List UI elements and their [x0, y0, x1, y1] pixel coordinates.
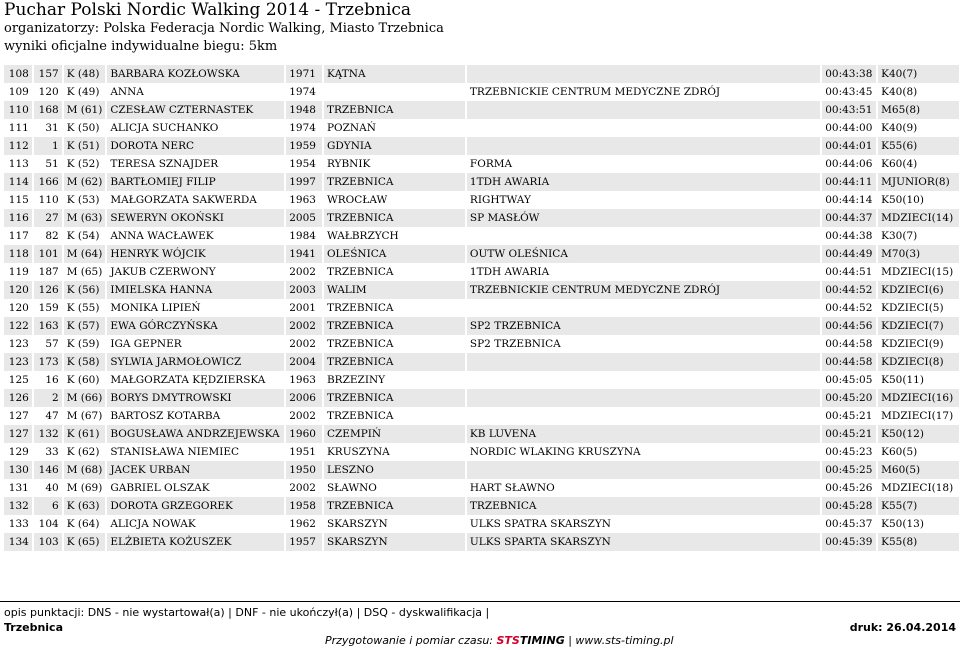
club-cell [466, 101, 821, 119]
gender-category-cell: M (66) [63, 389, 107, 407]
table-row [4, 479, 959, 497]
club-cell [466, 353, 821, 371]
results-subtitle: wyniki oficjalne indywidualne biegu: 5km [4, 39, 278, 54]
city-cell: BRZEZINY [323, 371, 466, 389]
competitor-name-cell: DOROTA GRZEGOREK [106, 497, 285, 515]
bib-number-cell: 104 [33, 515, 63, 533]
bib-number-cell: 31 [33, 119, 63, 137]
finish-time-cell: 00:44:51 [821, 263, 877, 281]
club-cell [466, 407, 821, 425]
table-row [4, 371, 959, 389]
birth-year-cell: 1962 [285, 515, 323, 533]
gender-category-cell: K (48) [63, 65, 107, 83]
gender-category-cell: M (68) [63, 461, 107, 479]
place-cell: 127 [4, 425, 33, 443]
birth-year-cell: 2005 [285, 209, 323, 227]
bib-number-cell: 146 [33, 461, 63, 479]
place-cell: 126 [4, 389, 33, 407]
competitor-name-cell: BARBARA KOZŁOWSKA [106, 65, 285, 83]
birth-year-cell: 1984 [285, 227, 323, 245]
competitor-name-cell: CZESŁAW CZTERNASTEK [106, 101, 285, 119]
bib-number-cell: 51 [33, 155, 63, 173]
age-category-cell: K60(5) [877, 443, 959, 461]
city-cell: SKARSZYN [323, 533, 466, 551]
finish-time-cell: 00:43:51 [821, 101, 877, 119]
age-category-cell: K50(13) [877, 515, 959, 533]
place-cell: 125 [4, 371, 33, 389]
club-cell [466, 227, 821, 245]
competitor-name-cell: IMIELSKA HANNA [106, 281, 285, 299]
competitor-name-cell: ALICJA NOWAK [106, 515, 285, 533]
footer-divider [0, 601, 960, 602]
place-cell: 109 [4, 83, 33, 101]
competitor-name-cell: STANISŁAWA NIEMIEC [106, 443, 285, 461]
bib-number-cell: 101 [33, 245, 63, 263]
place-cell: 116 [4, 209, 33, 227]
table-row [4, 461, 959, 479]
finish-time-cell: 00:45:23 [821, 443, 877, 461]
table-row [4, 389, 959, 407]
birth-year-cell: 1954 [285, 155, 323, 173]
city-cell: WAŁBRZYCH [323, 227, 466, 245]
gender-category-cell: K (59) [63, 335, 107, 353]
place-cell: 134 [4, 533, 33, 551]
competitor-name-cell: JAKUB CZERWONY [106, 263, 285, 281]
timing-brand-black: TIMING [519, 634, 565, 647]
club-cell: OUTW OLEŚNICA [466, 245, 821, 263]
gender-category-cell: K (61) [63, 425, 107, 443]
place-cell: 133 [4, 515, 33, 533]
gender-category-cell: K (58) [63, 353, 107, 371]
bib-number-cell: 57 [33, 335, 63, 353]
table-row [4, 245, 959, 263]
gender-category-cell: K (63) [63, 497, 107, 515]
table-row [4, 65, 959, 83]
age-category-cell: K30(7) [877, 227, 959, 245]
gender-category-cell: K (65) [63, 533, 107, 551]
competitor-name-cell: SYLWIA JARMOŁOWICZ [106, 353, 285, 371]
place-cell: 123 [4, 353, 33, 371]
bib-number-cell: 187 [33, 263, 63, 281]
table-row [4, 227, 959, 245]
finish-time-cell: 00:43:45 [821, 83, 877, 101]
birth-year-cell: 1960 [285, 425, 323, 443]
city-cell: TRZEBNICA [323, 317, 466, 335]
competitor-name-cell: MAŁGORZATA SAKWERDA [106, 191, 285, 209]
results-table-body [4, 65, 959, 551]
city-cell: TRZEBNICA [323, 335, 466, 353]
place-cell: 110 [4, 101, 33, 119]
gender-category-cell: K (53) [63, 191, 107, 209]
table-row [4, 119, 959, 137]
age-category-cell: KDZIECI(5) [877, 299, 959, 317]
bib-number-cell: 6 [33, 497, 63, 515]
gender-category-cell: K (64) [63, 515, 107, 533]
city-cell: TRZEBNICA [323, 299, 466, 317]
bib-number-cell: 132 [33, 425, 63, 443]
competitor-name-cell: BOGUSŁAWA ANDRZEJEWSKA [106, 425, 285, 443]
city-cell: TRZEBNICA [323, 173, 466, 191]
gender-category-cell: K (49) [63, 83, 107, 101]
competitor-name-cell: MONIKA LIPIEŃ [106, 299, 285, 317]
club-cell: SP MASŁÓW [466, 209, 821, 227]
competitor-name-cell: ELŻBIETA KOŻUSZEK [106, 533, 285, 551]
age-category-cell: MDZIECI(16) [877, 389, 959, 407]
city-cell: RYBNIK [323, 155, 466, 173]
birth-year-cell: 2001 [285, 299, 323, 317]
age-category-cell: KDZIECI(9) [877, 335, 959, 353]
bib-number-cell: 110 [33, 191, 63, 209]
age-category-cell: K40(9) [877, 119, 959, 137]
birth-year-cell: 1957 [285, 533, 323, 551]
bib-number-cell: 168 [33, 101, 63, 119]
city-cell: CZEMPIŃ [323, 425, 466, 443]
finish-time-cell: 00:45:39 [821, 533, 877, 551]
age-category-cell: K40(8) [877, 83, 959, 101]
table-row [4, 317, 959, 335]
birth-year-cell: 1974 [285, 119, 323, 137]
age-category-cell: M60(5) [877, 461, 959, 479]
table-row [4, 209, 959, 227]
finish-time-cell: 00:45:28 [821, 497, 877, 515]
club-cell [466, 65, 821, 83]
birth-year-cell: 2004 [285, 353, 323, 371]
place-cell: 111 [4, 119, 33, 137]
city-cell: WALIM [323, 281, 466, 299]
club-cell: TRZEBNICKIE CENTRUM MEDYCZNE ZDRÓJ [466, 83, 821, 101]
age-category-cell: K55(8) [877, 533, 959, 551]
birth-year-cell: 2002 [285, 335, 323, 353]
gender-category-cell: M (65) [63, 263, 107, 281]
age-category-cell: K40(7) [877, 65, 959, 83]
birth-year-cell: 1941 [285, 245, 323, 263]
club-cell: 1TDH AWARIA [466, 173, 821, 191]
age-category-cell: KDZIECI(8) [877, 353, 959, 371]
bib-number-cell: 47 [33, 407, 63, 425]
finish-time-cell: 00:45:21 [821, 407, 877, 425]
place-cell: 131 [4, 479, 33, 497]
finish-time-cell: 00:44:52 [821, 281, 877, 299]
gender-category-cell: K (50) [63, 119, 107, 137]
gender-category-cell: M (69) [63, 479, 107, 497]
table-row [4, 335, 959, 353]
bib-number-cell: 27 [33, 209, 63, 227]
results-table [4, 65, 959, 551]
place-cell: 119 [4, 263, 33, 281]
age-category-cell: MJUNIOR(8) [877, 173, 959, 191]
finish-time-cell: 00:45:25 [821, 461, 877, 479]
club-cell: KB LUVENA [466, 425, 821, 443]
table-row [4, 533, 959, 551]
place-cell: 132 [4, 497, 33, 515]
club-cell [466, 119, 821, 137]
table-row [4, 101, 959, 119]
place-cell: 122 [4, 317, 33, 335]
city-cell: SKARSZYN [323, 515, 466, 533]
competitor-name-cell: ANNA WACŁAWEK [106, 227, 285, 245]
finish-time-cell: 00:45:05 [821, 371, 877, 389]
birth-year-cell: 2006 [285, 389, 323, 407]
gender-category-cell: K (57) [63, 317, 107, 335]
table-row [4, 515, 959, 533]
gender-category-cell: K (55) [63, 299, 107, 317]
birth-year-cell: 2002 [285, 317, 323, 335]
finish-time-cell: 00:44:06 [821, 155, 877, 173]
competitor-name-cell: JACEK URBAN [106, 461, 285, 479]
age-category-cell: M70(3) [877, 245, 959, 263]
table-row [4, 281, 959, 299]
city-cell: KĄTNA [323, 65, 466, 83]
place-cell: 127 [4, 407, 33, 425]
city-cell: KRUSZYNA [323, 443, 466, 461]
finish-time-cell: 00:44:38 [821, 227, 877, 245]
place-cell: 113 [4, 155, 33, 173]
finish-time-cell: 00:45:26 [821, 479, 877, 497]
finish-time-cell: 00:44:58 [821, 353, 877, 371]
age-category-cell: KDZIECI(6) [877, 281, 959, 299]
table-row [4, 173, 959, 191]
place-cell: 120 [4, 299, 33, 317]
finish-time-cell: 00:43:38 [821, 65, 877, 83]
competitor-name-cell: TERESA SZNAJDER [106, 155, 285, 173]
birth-year-cell: 1963 [285, 191, 323, 209]
birth-year-cell: 1958 [285, 497, 323, 515]
age-category-cell: K60(4) [877, 155, 959, 173]
age-category-cell: MDZIECI(18) [877, 479, 959, 497]
competitor-name-cell: MAŁGORZATA KĘDZIERSKA [106, 371, 285, 389]
city-cell: OLEŚNICA [323, 245, 466, 263]
competitor-name-cell: ANNA [106, 83, 285, 101]
competitor-name-cell: SEWERYN OKOŃSKI [106, 209, 285, 227]
competitor-name-cell: IGA GEPNER [106, 335, 285, 353]
bib-number-cell: 163 [33, 317, 63, 335]
club-cell [466, 461, 821, 479]
place-cell: 118 [4, 245, 33, 263]
competitor-name-cell: EWA GÓRCZYŃSKA [106, 317, 285, 335]
bib-number-cell: 159 [33, 299, 63, 317]
age-category-cell: MDZIECI(17) [877, 407, 959, 425]
place-cell: 108 [4, 65, 33, 83]
bib-number-cell: 33 [33, 443, 63, 461]
scoring-legend: opis punktacji: DNS - nie wystartował(a) | DNF - nie ukończył(a) | DSQ - dyskwalifikacja | [4, 606, 490, 619]
city-cell [323, 83, 466, 101]
club-cell: NORDIC WLAKING KRUSZYNA [466, 443, 821, 461]
birth-year-cell: 2002 [285, 263, 323, 281]
place-cell: 120 [4, 281, 33, 299]
age-category-cell: M65(8) [877, 101, 959, 119]
finish-time-cell: 00:44:56 [821, 317, 877, 335]
finish-time-cell: 00:44:52 [821, 299, 877, 317]
finish-time-cell: 00:45:21 [821, 425, 877, 443]
timing-brand-red: STS [496, 634, 520, 647]
city-cell: WROCŁAW [323, 191, 466, 209]
bib-number-cell: 120 [33, 83, 63, 101]
place-cell: 123 [4, 335, 33, 353]
birth-year-cell: 1997 [285, 173, 323, 191]
city-cell: TRZEBNICA [323, 263, 466, 281]
table-row [4, 137, 959, 155]
finish-time-cell: 00:44:00 [821, 119, 877, 137]
bib-number-cell: 1 [33, 137, 63, 155]
club-cell [466, 299, 821, 317]
club-cell: ULKS SPARTA SKARSZYN [466, 533, 821, 551]
city-cell: GDYNIA [323, 137, 466, 155]
timing-prefix: Przygotowanie i pomiar czasu: [325, 634, 497, 647]
birth-year-cell: 2002 [285, 479, 323, 497]
gender-category-cell: K (54) [63, 227, 107, 245]
finish-time-cell: 00:44:49 [821, 245, 877, 263]
age-category-cell: K50(10) [877, 191, 959, 209]
bib-number-cell: 82 [33, 227, 63, 245]
birth-year-cell: 1948 [285, 101, 323, 119]
place-cell: 114 [4, 173, 33, 191]
finish-time-cell: 00:44:37 [821, 209, 877, 227]
age-category-cell: MDZIECI(15) [877, 263, 959, 281]
gender-category-cell: M (61) [63, 101, 107, 119]
table-row [4, 353, 959, 371]
timing-credit [325, 634, 674, 647]
place-cell: 130 [4, 461, 33, 479]
table-row [4, 83, 959, 101]
bib-number-cell: 173 [33, 353, 63, 371]
gender-category-cell: K (62) [63, 443, 107, 461]
table-row [4, 155, 959, 173]
bib-number-cell: 16 [33, 371, 63, 389]
print-date: druk: 26.04.2014 [849, 621, 956, 634]
city-cell: TRZEBNICA [323, 101, 466, 119]
competitor-name-cell: ALICJA SUCHANKO [106, 119, 285, 137]
gender-category-cell: M (64) [63, 245, 107, 263]
gender-category-cell: M (67) [63, 407, 107, 425]
bib-number-cell: 103 [33, 533, 63, 551]
bib-number-cell: 157 [33, 65, 63, 83]
city-cell: TRZEBNICA [323, 407, 466, 425]
table-row [4, 443, 959, 461]
competitor-name-cell: HENRYK WÓJCIK [106, 245, 285, 263]
birth-year-cell: 1959 [285, 137, 323, 155]
bib-number-cell: 2 [33, 389, 63, 407]
report-title: Puchar Polski Nordic Walking 2014 - Trzebnica [4, 0, 412, 20]
finish-time-cell: 00:44:14 [821, 191, 877, 209]
birth-year-cell: 1950 [285, 461, 323, 479]
club-cell: 1TDH AWARIA [466, 263, 821, 281]
gender-category-cell: M (62) [63, 173, 107, 191]
table-row [4, 263, 959, 281]
gender-category-cell: K (60) [63, 371, 107, 389]
finish-time-cell: 00:45:20 [821, 389, 877, 407]
competitor-name-cell: BARTOSZ KOTARBA [106, 407, 285, 425]
place-cell: 112 [4, 137, 33, 155]
table-row [4, 425, 959, 443]
finish-time-cell: 00:45:37 [821, 515, 877, 533]
club-cell: FORMA [466, 155, 821, 173]
age-category-cell: K50(12) [877, 425, 959, 443]
bib-number-cell: 40 [33, 479, 63, 497]
competitor-name-cell: GABRIEL OLSZAK [106, 479, 285, 497]
finish-time-cell: 00:44:01 [821, 137, 877, 155]
age-category-cell: K55(6) [877, 137, 959, 155]
birth-year-cell: 1963 [285, 371, 323, 389]
age-category-cell: K50(11) [877, 371, 959, 389]
club-cell [466, 389, 821, 407]
bib-number-cell: 126 [33, 281, 63, 299]
club-cell: TRZEBNICKIE CENTRUM MEDYCZNE ZDRÓJ [466, 281, 821, 299]
age-category-cell: KDZIECI(7) [877, 317, 959, 335]
city-cell: TRZEBNICA [323, 497, 466, 515]
bib-number-cell: 166 [33, 173, 63, 191]
club-cell: TRZEBNICA [466, 497, 821, 515]
birth-year-cell: 1974 [285, 83, 323, 101]
city-cell: SŁAWNO [323, 479, 466, 497]
table-row [4, 191, 959, 209]
place-cell: 129 [4, 443, 33, 461]
birth-year-cell: 1951 [285, 443, 323, 461]
report-header [4, 0, 444, 56]
city-cell: TRZEBNICA [323, 353, 466, 371]
club-cell: SP2 TRZEBNICA [466, 335, 821, 353]
birth-year-cell: 2002 [285, 407, 323, 425]
table-row [4, 299, 959, 317]
city-cell: TRZEBNICA [323, 209, 466, 227]
club-cell: HART SŁAWNO [466, 479, 821, 497]
gender-category-cell: K (52) [63, 155, 107, 173]
club-cell: ULKS SPATRA SKARSZYN [466, 515, 821, 533]
age-category-cell: K55(7) [877, 497, 959, 515]
place-cell: 115 [4, 191, 33, 209]
table-row [4, 407, 959, 425]
finish-time-cell: 00:44:11 [821, 173, 877, 191]
birth-year-cell: 1971 [285, 65, 323, 83]
competitor-name-cell: BORYS DMYTROWSKI [106, 389, 285, 407]
birth-year-cell: 2003 [285, 281, 323, 299]
place-cell: 117 [4, 227, 33, 245]
city-cell: TRZEBNICA [323, 389, 466, 407]
footer-place: Trzebnica [4, 621, 64, 634]
competitor-name-cell: DOROTA NERC [106, 137, 285, 155]
club-cell: RIGHTWAY [466, 191, 821, 209]
gender-category-cell: M (63) [63, 209, 107, 227]
finish-time-cell: 00:44:58 [821, 335, 877, 353]
organizers-line: organizatorzy: Polska Federacja Nordic Walking, Miasto Trzebnica [4, 21, 444, 36]
table-row [4, 497, 959, 515]
club-cell [466, 371, 821, 389]
competitor-name-cell: BARTŁOMIEJ FILIP [106, 173, 285, 191]
club-cell [466, 137, 821, 155]
gender-category-cell: K (56) [63, 281, 107, 299]
city-cell: LESZNO [323, 461, 466, 479]
timing-suffix: | www.sts-timing.pl [564, 634, 674, 647]
gender-category-cell: K (51) [63, 137, 107, 155]
city-cell: POZNAŃ [323, 119, 466, 137]
age-category-cell: MDZIECI(14) [877, 209, 959, 227]
club-cell: SP2 TRZEBNICA [466, 317, 821, 335]
